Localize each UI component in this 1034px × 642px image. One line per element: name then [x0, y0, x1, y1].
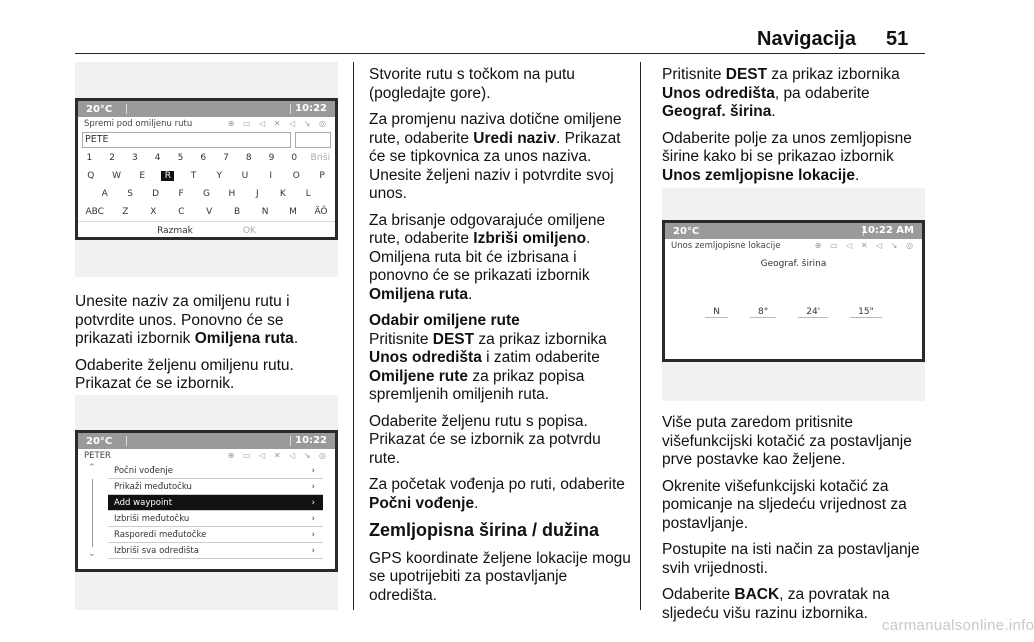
key[interactable]: A: [101, 189, 108, 199]
key[interactable]: C: [178, 207, 185, 217]
key-selected[interactable]: R: [161, 171, 174, 181]
keyboard-row-2: [78, 167, 335, 185]
column-divider: [640, 62, 641, 610]
keyboard-row-3: [78, 185, 335, 203]
key[interactable]: M: [289, 207, 297, 217]
key[interactable]: T: [190, 171, 197, 181]
menu-body: [78, 463, 335, 563]
paragraph: Pritisnite DEST za prikaz izbornika Unos odredišta, pa odaberite Geograf. širina.: [662, 66, 900, 120]
key[interactable]: X: [150, 207, 157, 217]
paragraph: Više puta zaredom pritisnite višefunkcijski kotačić za postavljanje prve postavke kao željene.: [662, 414, 912, 468]
input-suggestion-box: [295, 132, 331, 148]
paragraph: Pritisnite DEST za prikaz izbornika Unos odredišta i zatim odaberite Omiljene rute za prikaz popisa spremljenih omiljenih ruta.: [369, 330, 607, 403]
key[interactable]: 2: [109, 153, 115, 163]
key[interactable]: W: [112, 171, 121, 181]
watermark: carmanualsonline.info: [882, 617, 1034, 634]
paragraph: GPS koordinate željene lokacije mogu se upotrijebiti za postavljanje odredišta.: [369, 549, 631, 604]
paragraph: Unesite naziv za omiljenu rutu i potvrdite unos. Ponovno će se prikazati izbornik Omiljena ruta.: [75, 293, 299, 347]
key[interactable]: S: [127, 189, 134, 199]
scroll-up-icon[interactable]: ⌃: [88, 463, 96, 473]
paragraph: Odaberite polje za unos zemljopisne širine kako bi se prikazao izbornik Unos zemljopisne lokacije.: [662, 129, 912, 184]
clock: 10:22 AM: [860, 225, 914, 236]
coord-values-row: [665, 307, 922, 318]
key[interactable]: I: [269, 171, 272, 181]
key[interactable]: V: [206, 207, 213, 217]
menu-item-delete-all[interactable]: Izbriši sva odredišta ›: [108, 543, 323, 559]
status-bar: [78, 101, 335, 117]
paragraph: Odaberite željenu omiljenu rutu. Prikazat će se izbornik.: [75, 356, 294, 392]
paragraph: Odaberite željenu rutu s popisa. Prikazat će se izbornik za potvrdu rute.: [369, 412, 601, 467]
key[interactable]: 0: [291, 153, 298, 163]
ok-key[interactable]: OK: [242, 226, 256, 236]
key[interactable]: D: [152, 189, 160, 199]
chevron-right-icon: ›: [311, 529, 315, 540]
screen-title: Unos zemljopisne lokacije: [671, 241, 781, 251]
key[interactable]: 9: [268, 153, 275, 163]
scrollbar[interactable]: [92, 479, 93, 547]
page-number: 51: [886, 28, 909, 50]
status-icons: ⊕ ▭ ◁ ✕ ◁ ↘ ◎: [227, 451, 329, 460]
screen-title-bar: [78, 117, 335, 131]
key-umlaut[interactable]: ÄÖ: [314, 207, 328, 217]
figure-keyboard-screen: [75, 98, 338, 240]
key-mode[interactable]: ABC: [85, 207, 104, 217]
column-divider: [353, 62, 354, 610]
key[interactable]: 6: [200, 153, 207, 163]
key[interactable]: 1: [86, 153, 93, 163]
screen-title-bar: [665, 239, 922, 253]
clock: 10:22: [295, 103, 327, 114]
temperature: 20°C: [86, 103, 113, 115]
menu-item-delete-waypoint[interactable]: Izbriši međutočku ›: [108, 511, 323, 527]
paragraph: Za početak vođenja po ruti, odaberite Počni vođenje.: [369, 476, 625, 512]
scroll-column: [78, 463, 108, 563]
status-bar: [665, 223, 922, 239]
section-heading: Zemljopisna širina / dužina: [369, 520, 600, 540]
key[interactable]: H: [228, 189, 236, 199]
chevron-right-icon: ›: [311, 513, 315, 524]
key[interactable]: O: [292, 171, 300, 181]
menu-item-start-guidance[interactable]: Počni vođenje ›: [108, 463, 323, 479]
input-row: [78, 131, 335, 149]
key[interactable]: Q: [87, 171, 95, 181]
name-input[interactable]: PETE: [82, 132, 291, 148]
screen-title: PETER: [84, 451, 111, 461]
key[interactable]: 4: [154, 153, 161, 163]
key[interactable]: F: [178, 189, 184, 199]
paragraph: Za brisanje odgovarajuće omiljene rute, odaberite Izbriši omiljeno. Omiljena ruta bit će izbrisana i ponovno će se prikazati izbornik Omiljena ruta.: [369, 211, 606, 303]
paragraph: Odaberite BACK, za povratak na sljedeću višu razinu izbornika.: [662, 586, 890, 622]
menu-item-add-waypoint[interactable]: Add waypoint ›: [108, 495, 323, 511]
coord-field-label: Geograf. širina: [760, 259, 827, 269]
key[interactable]: L: [305, 189, 311, 199]
key[interactable]: J: [256, 189, 259, 199]
coord-hemisphere[interactable]: N: [705, 307, 728, 318]
column-3-bottom: [662, 414, 928, 631]
screen-title-bar: [78, 449, 335, 463]
status-icons: ⊕ ▭ ◁ ✕ ◁ ↘ ◎: [814, 241, 916, 250]
header-rule: [75, 53, 925, 54]
menu-item-arrange-waypoints[interactable]: Rasporedi međutočke ›: [108, 527, 323, 543]
column-1: [75, 293, 340, 402]
column-2: [369, 66, 635, 613]
key[interactable]: 7: [223, 153, 229, 163]
temperature: 20°C: [673, 225, 700, 237]
key[interactable]: U: [241, 171, 249, 181]
status-bar: [78, 433, 335, 449]
paragraph: Postupite na isti način za postavljanje svih vrijednosti.: [662, 541, 920, 577]
key[interactable]: P: [319, 171, 325, 181]
key[interactable]: 8: [245, 153, 252, 163]
coord-minutes[interactable]: 24': [798, 307, 828, 318]
subheading: Odabir omiljene rute: [369, 312, 520, 329]
delete-key[interactable]: Briši: [310, 153, 331, 163]
screen-title: Spremi pod omiljenu rutu: [84, 119, 193, 129]
paragraph: Za promjenu naziva dotične omiljene rute, odaberite Uredi naziv. Prikazat će se tipkovnica za unos naziva. Unesite željeni naziv i potvrdite svoj unos.: [369, 111, 622, 202]
menu-list: [108, 463, 323, 563]
column-3-top: [662, 66, 928, 193]
key[interactable]: Y: [216, 171, 223, 181]
chevron-right-icon: ›: [311, 497, 315, 508]
figure-coords-screen: [662, 220, 925, 362]
keyboard-row-1: [78, 149, 335, 167]
coord-seconds[interactable]: 15": [850, 307, 882, 318]
key[interactable]: B: [234, 207, 241, 217]
key[interactable]: G: [202, 189, 210, 199]
paragraph: Stvorite rutu s točkom na putu (pogledajte gore).: [369, 66, 575, 102]
status-icons: ⊕ ▭ ◁ ✕ ◁ ↘ ◎: [227, 119, 329, 128]
clock: 10:22: [295, 435, 327, 446]
key[interactable]: 3: [132, 153, 138, 163]
key[interactable]: N: [261, 207, 269, 217]
keyboard-row-4: [78, 203, 335, 221]
chevron-right-icon: ›: [311, 481, 315, 492]
key[interactable]: K: [279, 189, 286, 199]
page-section-title: Navigacija: [757, 28, 856, 50]
coord-degrees[interactable]: 8°: [750, 307, 776, 318]
key[interactable]: 5: [177, 153, 184, 163]
paragraph: Okrenite višefunkcijski kotačić za pomicanje na sljedeću vrijednost za postavljanje.: [662, 477, 907, 532]
key[interactable]: E: [139, 171, 146, 181]
chevron-right-icon: ›: [311, 465, 315, 476]
temperature: 20°C: [86, 435, 113, 447]
key[interactable]: Z: [122, 207, 129, 217]
menu-item-show-waypoint[interactable]: Prikaži međutočku ›: [108, 479, 323, 495]
keyboard-row-5: [78, 221, 335, 240]
space-key[interactable]: Razmak: [157, 226, 193, 236]
chevron-right-icon: ›: [311, 545, 315, 556]
scroll-down-icon[interactable]: ⌄: [88, 549, 96, 559]
figure-menu-screen: [75, 430, 338, 572]
